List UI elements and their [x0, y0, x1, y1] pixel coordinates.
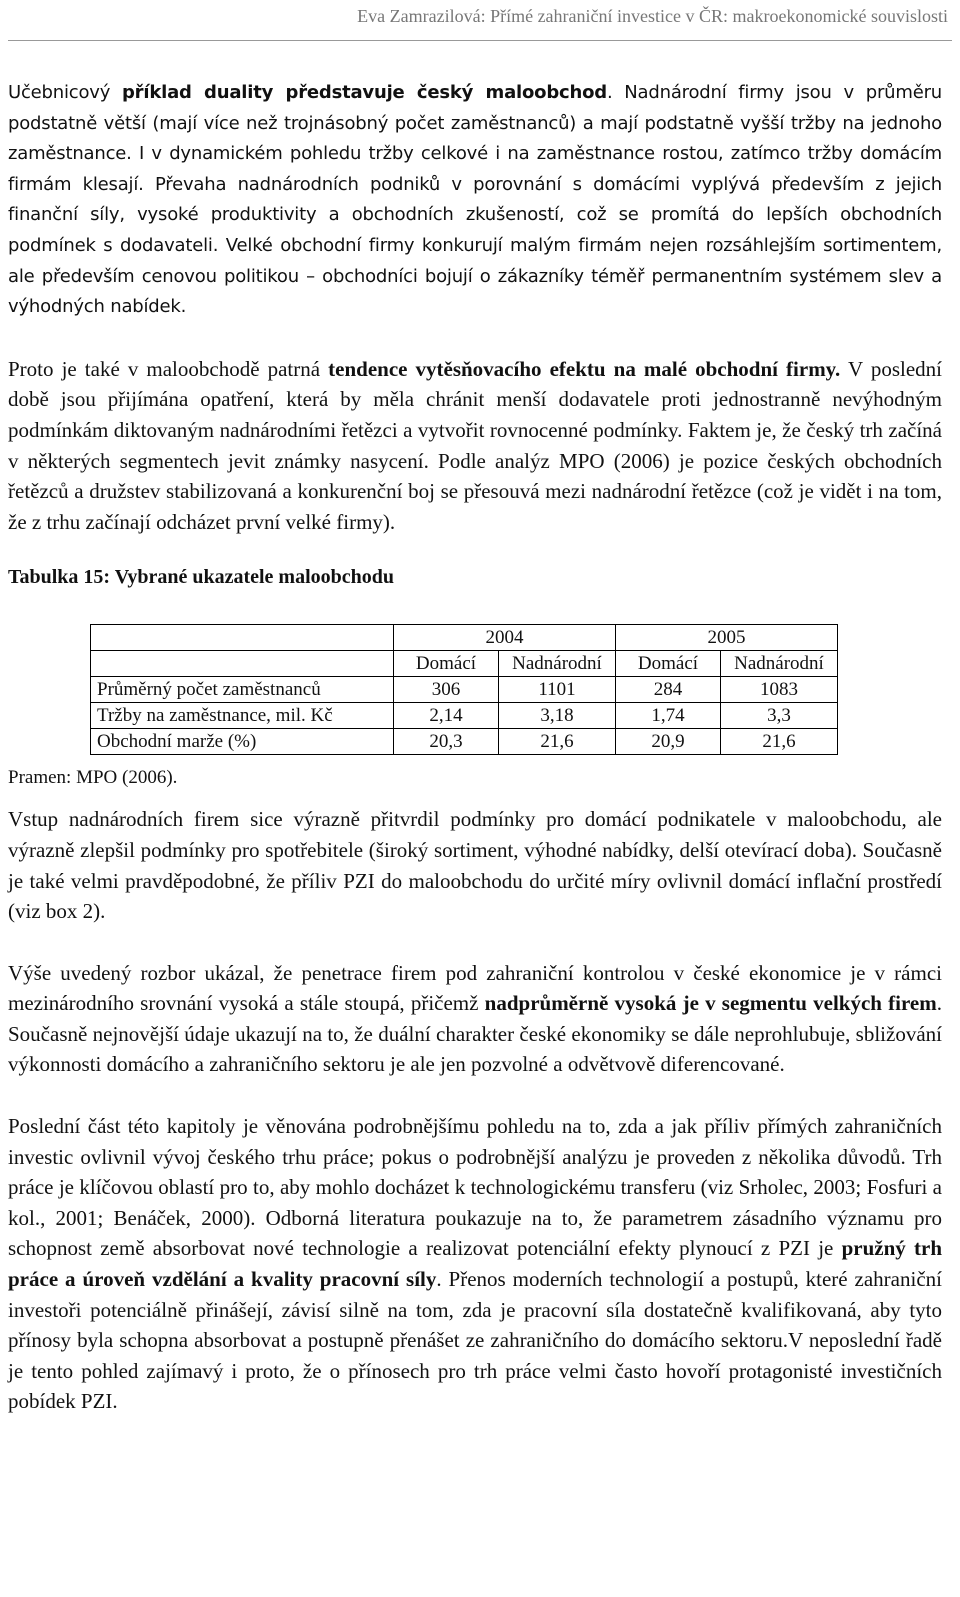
table-title: Tabulka 15: Vybrané ukazatele maloobchodu [8, 566, 395, 589]
table-cell: 21,6 [721, 729, 838, 755]
paragraph-crowding-out [8, 354, 942, 538]
table-source: Pramen: MPO (2006). [8, 767, 178, 789]
paragraph-retail-duality [8, 78, 942, 323]
table-cell: 2,14 [394, 703, 499, 729]
bold-span: tendence vytěsňovacího efektu na malé obchodní firmy. [328, 356, 841, 381]
table-year-cell: 2004 [394, 625, 616, 651]
table-block [8, 604, 942, 789]
table-row-label: Tržby na zaměstnance, mil. Kč [91, 703, 394, 729]
text-span: . Současně nejnovější údaje ukazují na to, že duální charakter české ekonomiky se dále neprohlubuje, sbližování výkonnosti domácího a zahraničního sektoru je ale jen pozvolné a odvětvově diferencované. [8, 991, 942, 1077]
text-span: . Nadnárodní firmy jsou v průměru podstatně větší (mají více než trojnásobný počet zaměstnanců) a mají podstatně vyšší tržby na jednoho zaměstnance. [8, 82, 943, 165]
table-year-row [91, 625, 838, 651]
text-span: I v dynamickém pohledu tržby celkové i na zaměstnance rostou, zatímco tržby domácím firmám klesají. Převaha nadnárodních podniků v porovnání s domácími vyplývá především z jejich finanční síly, vysoké produktivity a obchodních zkušeností, což se promítá do lepších obchodních podmínek s dodavateli. [8, 143, 943, 256]
table-cell: 1,74 [616, 703, 721, 729]
running-header: Eva Zamrazilová: Přímé zahraniční investice v ČR: makroekonomické souvislosti [357, 6, 948, 26]
text-span: Velké obchodní firmy konkurují malým firmám nejen rozsáhlejším sortimentem, ale především cenovou politikou – obchodníci bojují o zákazníky téměř permanentním systémem slev a výhodných nabídek. [8, 234, 942, 318]
retail-indicators-table [90, 624, 838, 755]
page-content [8, 78, 942, 1417]
text-span: Výše uvedený rozbor ukázal, že penetrace firem pod zahraniční kontrolou v české ekonomice je v rámci mezinárodního srovnání vysoká a stále stoupá, přičemž [8, 960, 942, 1016]
table-cell: 1101 [499, 677, 616, 703]
paragraph-consumer-effects: Vstup nadnárodních firem sice výrazně přitvrdil podmínky pro domácí podnikatele v maloobchodu, ale výrazně zlepšil podmínky pro spotřebitele (široký sortiment, výhodné nabídky, delší otevírací doba). Současně je také velmi pravděpodobné, že příliv PZI do maloobchodu do určité míry ovlivnil domácí inflační prostředí (viz box 2). [8, 807, 942, 924]
text-span: Poslední část této kapitoly je věnována podrobnějšímu pohledu na to, zda a jak příliv přímých zahraničních investic ovlivnil vývoj českého trhu práce; pokus o podrobnější analýzu je proveden z několika důvodů. Trh práce je klíčovou oblastí pro to, aby mohlo docházet k technologickému transferu (viz Srholec, 2003; Fosfuri a kol., 2001; Benáček, 2000). Odborná literatura poukazuje na to, že parametrem zásadního významu pro schopnost země absorbovat nové technologie a realizovat potenciální efekty plynoucí z PZI je [8, 1114, 942, 1261]
table-subheader-row [91, 651, 838, 677]
table-row [91, 703, 838, 729]
header-rule [8, 40, 952, 41]
table-row-label: Obchodní marže (%) [91, 729, 394, 755]
table-corner-cell [91, 625, 394, 651]
paragraph-penetration-summary [8, 958, 942, 1080]
paragraph-labour-market [8, 1111, 942, 1417]
table-subheader-cell: Nadnárodní [499, 651, 616, 677]
table-corner-cell [91, 651, 394, 677]
bold-span: nadprůměrně vysoká je v segmentu velkých firem [484, 991, 937, 1016]
bold-span: pružný trh práce a úroveň vzdělání a kvality pracovní síly [8, 1236, 942, 1292]
table-subheader-cell: Nadnárodní [721, 651, 838, 677]
table-cell: 3,18 [499, 703, 616, 729]
table-cell: 284 [616, 677, 721, 703]
text-span: Proto je také v maloobchodě patrná [8, 356, 329, 381]
table-cell: 1083 [721, 677, 838, 703]
table-row-label: Průměrný počet zaměstnanců [91, 677, 394, 703]
table-row [91, 677, 838, 703]
table-subheader-cell: Domácí [394, 651, 499, 677]
table-cell: 3,3 [721, 703, 838, 729]
table-cell: 20,9 [616, 729, 721, 755]
text-span: Učebnicový [8, 82, 122, 103]
table-cell: 306 [394, 677, 499, 703]
text-span: . Přenos moderních technologií a postupů, které zahraniční investoři potenciálně přinášejí, závisí silně na tom, zda je pracovní síla dostatečně kvalifikovaná, aby tyto přínosy byla schopna absorbovat a postupně přenášet ze zahraničního do domácího sektoru.V neposlední řadě je tento pohled zajímavý i proto, že o přínosech pro trh práce velmi často hovoří protagonisté investičních pobídek PZI. [8, 1267, 942, 1414]
bold-span: příklad duality představuje český maloobchod [122, 82, 607, 103]
table-year-cell: 2005 [616, 625, 838, 651]
table-cell: 20,3 [394, 729, 499, 755]
table-subheader-cell: Domácí [616, 651, 721, 677]
text-span: V poslední době jsou přijímána opatření, která by měla chránit menší dodavatele proti jednostranně nevýhodným podmínkám diktovaným nadnárodními řetězci a vytvořit rovnocenné podmínky. Faktem je, že český trh začíná v některých segmentech jevit známky nasycení. Podle analýz MPO (2006) je pozice českých obchodních řetězců a družstev stabilizovaná a konkurenční boj se přesouvá mezi nadnárodní řetězce (což je vidět i na tom, že z trhu začínají odcházet první velké firmy). [8, 356, 942, 534]
table-cell: 21,6 [499, 729, 616, 755]
table-row [91, 729, 838, 755]
